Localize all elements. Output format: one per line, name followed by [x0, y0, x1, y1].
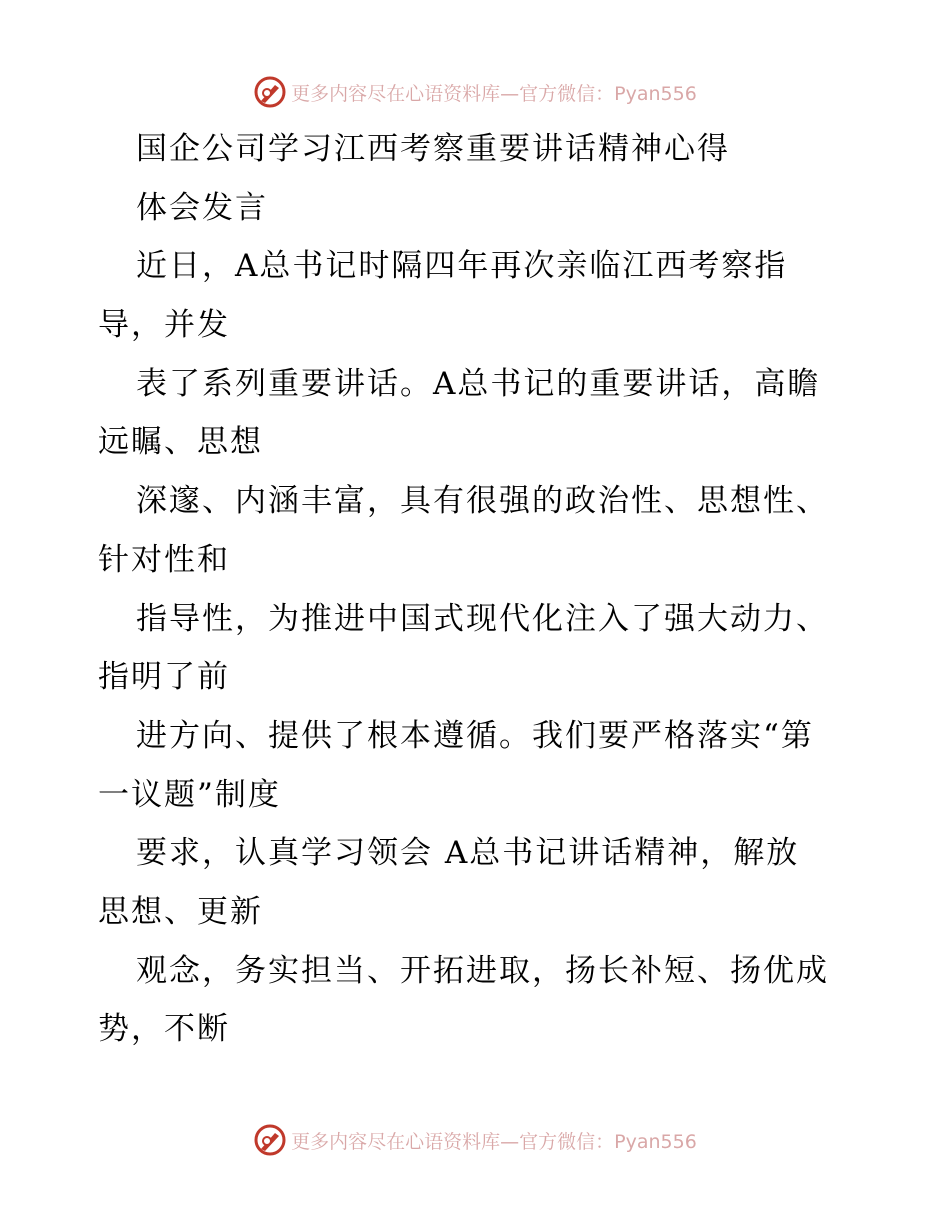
text-line: 势，不断 [98, 1011, 230, 1048]
text-line: 指明了前 [98, 659, 230, 696]
pen-logo-icon [253, 75, 287, 109]
text-line: 表了系列重要讲话。A总书记的重要讲话，高瞻 [136, 365, 821, 402]
text-line: 近日，A总书记时隔四年再次亲临江西考察指 [136, 248, 788, 285]
text-line: 深邃、内涵丰富，具有很强的政治性、思想性、 [136, 483, 829, 520]
text-line: 要求，认真学习领会 A总书记讲话精神，解放 [136, 835, 800, 872]
text-line: 国企公司学习江西考察重要讲话精神心得 [136, 131, 730, 167]
watermark-text: 更多内容尽在心语资料库—官方微信：Pyan556 [291, 1130, 697, 1153]
text-line: 观念，务实担当、开拓进取，扬长补短、扬优成 [136, 952, 829, 989]
text-line: 体会发言 [136, 189, 268, 226]
text-line: 针对性和 [98, 541, 230, 578]
text-line: 进方向、提供了根本遵循。我们要严格落实“第 [136, 717, 814, 754]
document-body [98, 120, 898, 1059]
footer-watermark [0, 1120, 950, 1160]
text-line: 思想、更新 [98, 893, 263, 930]
text-line: 指导性，为推进中国式现代化注入了强大动力、 [136, 600, 829, 637]
watermark-text: 更多内容尽在心语资料库—官方微信：Pyan556 [291, 82, 697, 105]
text-line: 导，并发 [98, 307, 230, 344]
header-watermark [0, 72, 950, 112]
text-line: 远瞩、思想 [98, 424, 263, 461]
pen-logo-icon [253, 1123, 287, 1157]
text-line: 一议题”制度 [98, 776, 281, 813]
